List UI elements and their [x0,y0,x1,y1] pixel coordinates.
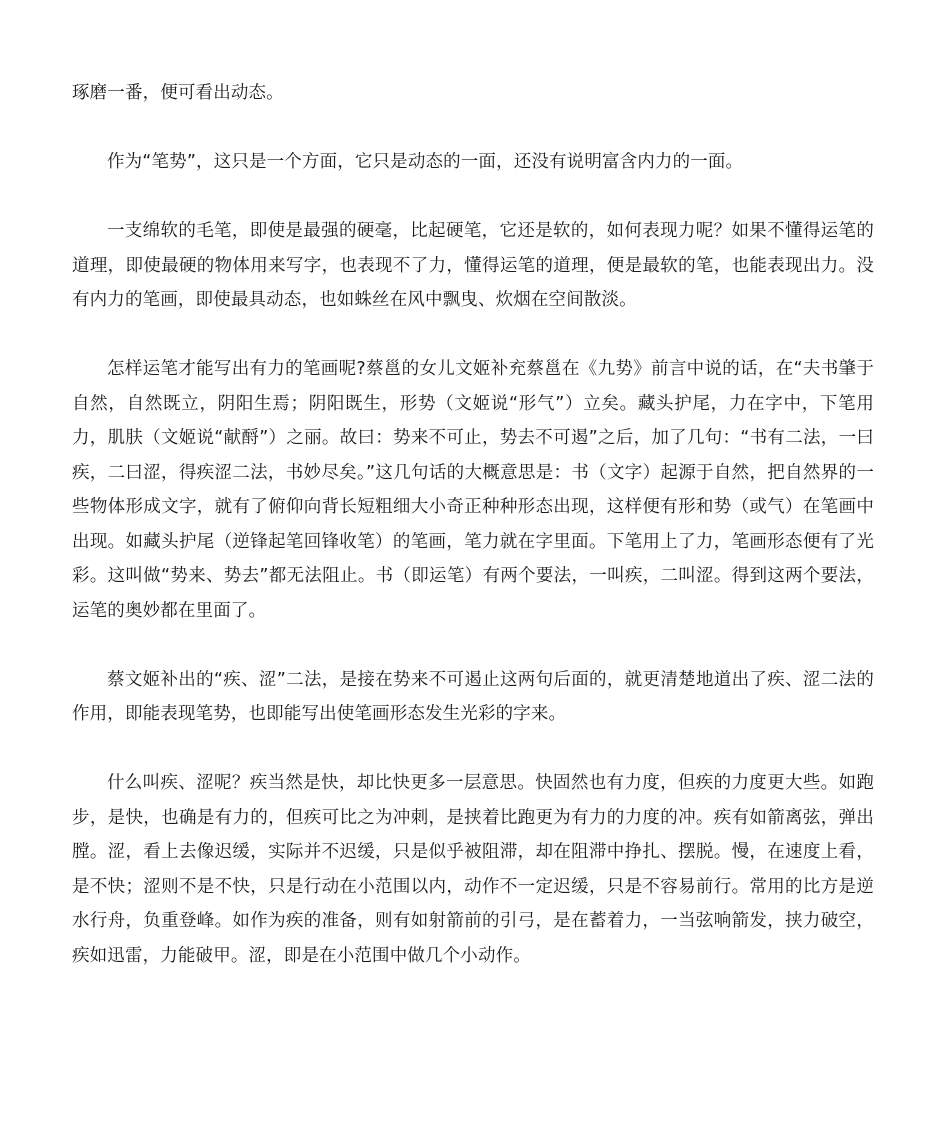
paragraph-ji-se: 什么叫疾、涩呢？疾当然是快，却比快更多一层意思。快固然也有力度，但疾的力度更大些。如跑步，是快，也确是有力的，但疾可比之为冲刺，是挟着比跑更为有力的力度的冲。疾有如箭离弦，弹出膛。涩，看上去像迟缓，实际并不迟缓，只是似乎被阻滞，却在阻滞中挣扎、摆脱。慢，在速度上看，是不快；涩则不是不快，只是行动在小范围以内，动作不一定迟缓，只是不容易前行。常用的比方是逆水行舟，负重登峰。如作为疾的准备，则有如射箭前的引弓，是在蓄着力，一当弦响箭发，挟力破空，疾如迅雷，力能破甲。涩，即是在小范围中做几个小动作。 [72,773,874,966]
document-page [72,76,874,1008]
paragraph-bishi: 作为“笔势”，这只是一个方面，它只是动态的一面，还没有说明富含内力的一面。 [107,152,744,172]
paragraph-cai-yong: 怎样运笔才能写出有力的笔画呢?蔡邕的女儿文姬补充蔡邕在《九势》前言中说的话，在“夫书肇于自然，自然既立，阴阳生焉；阴阳既生，形势（文姬说“形气”）立矣。藏头护尾，力在字中，下笔用力，肌肤（文姬说“献酹”）之丽。故曰：势来不可止，势去不可遏”之后，加了几句：“书有二法，一曰疾，二曰涩，得疾涩二法，书妙尽矣。”这几句话的大概意思是：书（文字）起源于自然，把自然界的一些物体形成文字，就有了俯仰向背长短粗细大小奇正种种形态出现，这样便有形和势（或气）在笔画中出现。如藏头护尾（逆锋起笔回锋收笔）的笔画，笔力就在字里面。下笔用上了力，笔画形态便有了光彩。这叫做“势来、势去”都无法阻止。书（即运笔）有两个要法，一叫疾，二叫涩。得到这两个要法，运笔的奥妙都在里面了。 [72,359,874,621]
paragraph-soft-brush: 一支绵软的毛笔，即使是最强的硬毫，比起硬笔，它还是软的，如何表现力呢？如果不懂得运笔的道理，即使最硬的物体用来写字，也表现不了力，懂得运笔的道理，便是最软的笔，也能表现出力。没有内力的笔画，即使最具动态，也如蛛丝在风中飘曳、炊烟在空间散淡。 [72,221,874,310]
paragraph-wenji-methods: 蔡文姬补出的“疾、涩”二法，是接在势来不可遏止这两句后面的，就更清楚地道出了疾、涩二法的作用，即能表现笔势，也即能写出使笔画形态发生光彩的字来。 [72,669,874,724]
paragraph-continuation: 琢磨一番，便可看出动态。 [72,83,284,103]
